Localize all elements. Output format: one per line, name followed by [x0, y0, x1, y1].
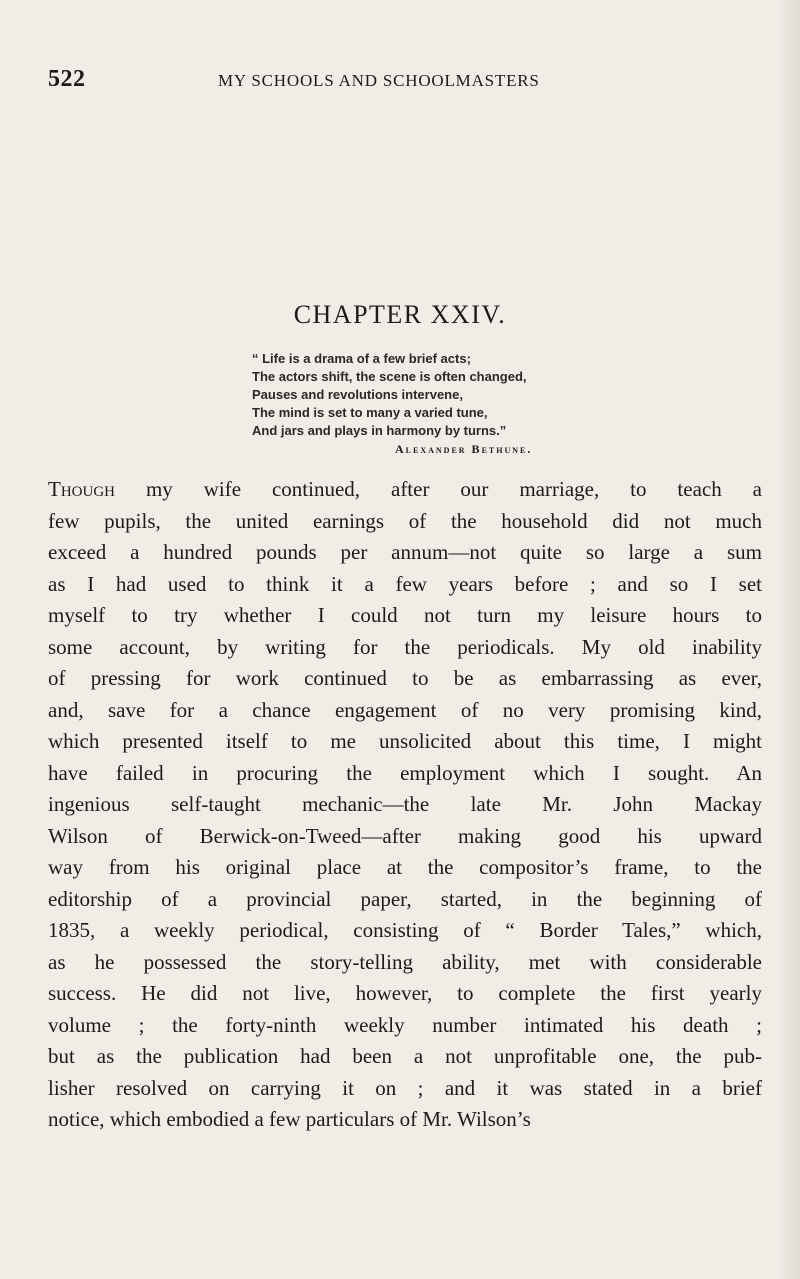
body-line-text: my wife continued, after our marriage, to teach a: [115, 477, 762, 501]
epigraph-line: The mind is set to many a varied tune,: [252, 405, 488, 420]
body-line: as I had used to think it a few years before ; and so I set: [48, 571, 762, 596]
chapter-title: CHAPTER XXIV.: [293, 300, 507, 329]
page-edge-shadow: [778, 0, 800, 1279]
body-line: some account, by writing for the periodicals. My old inability: [48, 634, 762, 659]
body-line: of pressing for work continued to be as embarrassing as ever,: [48, 666, 762, 690]
body-line: editorship of a provincial paper, started, in the beginning of: [48, 886, 762, 911]
body-line: notice, which embodied a few particulars of Mr. Wilson’s: [48, 1107, 531, 1131]
body-line: [48, 474, 762, 506]
epigraph-attribution: Alexander Bethune.: [395, 442, 533, 456]
body-line: but as the publication had been a not unprofitable one, the pub-: [48, 1044, 762, 1068]
body-line: success. He did not live, however, to complete the first yearly: [48, 981, 762, 1005]
epigraph-line: “ Life is a drama of a few brief acts;: [252, 351, 471, 366]
epigraph-line: Pauses and revolutions intervene,: [252, 387, 463, 402]
page-number: 522: [48, 66, 86, 92]
opening-word: Though: [48, 477, 115, 501]
epigraph: [252, 350, 527, 440]
body-line: 1835, a weekly periodical, consisting of “ Border Tales,” which,: [48, 918, 762, 942]
body-line: myself to try whether I could not turn my leisure hours to: [48, 603, 762, 627]
body-line: have failed in procuring the employment which I sought. An: [48, 760, 762, 785]
body-line: ingenious self-taught mechanic—the late Mr. John Mackay: [48, 792, 762, 816]
body-line: volume ; the forty-ninth weekly number intimated his death ;: [48, 1012, 762, 1037]
body-line: as he possessed the story-telling ability, met with considerable: [48, 949, 762, 974]
body-line: Wilson of Berwick-on-Tweed—after making good his upward: [48, 823, 762, 848]
body-line: which presented itself to me unsolicited about this time, I might: [48, 729, 762, 753]
epigraph-line: And jars and plays in harmony by turns.”: [252, 423, 507, 438]
body-paragraph: [48, 474, 762, 1136]
body-line: exceed a hundred pounds per annum—not quite so large a sum: [48, 540, 762, 564]
body-line: and, save for a chance engagement of no very promising kind,: [48, 697, 762, 722]
body-line: few pupils, the united earnings of the household did not much: [48, 508, 762, 533]
body-line: lisher resolved on carrying it on ; and it was stated in a brief: [48, 1075, 762, 1100]
epigraph-line: The actors shift, the scene is often changed,: [252, 369, 527, 384]
running-head: MY SCHOOLS AND SCHOOLMASTERS: [218, 71, 540, 90]
body-line: way from his original place at the compositor’s frame, to the: [48, 855, 762, 879]
